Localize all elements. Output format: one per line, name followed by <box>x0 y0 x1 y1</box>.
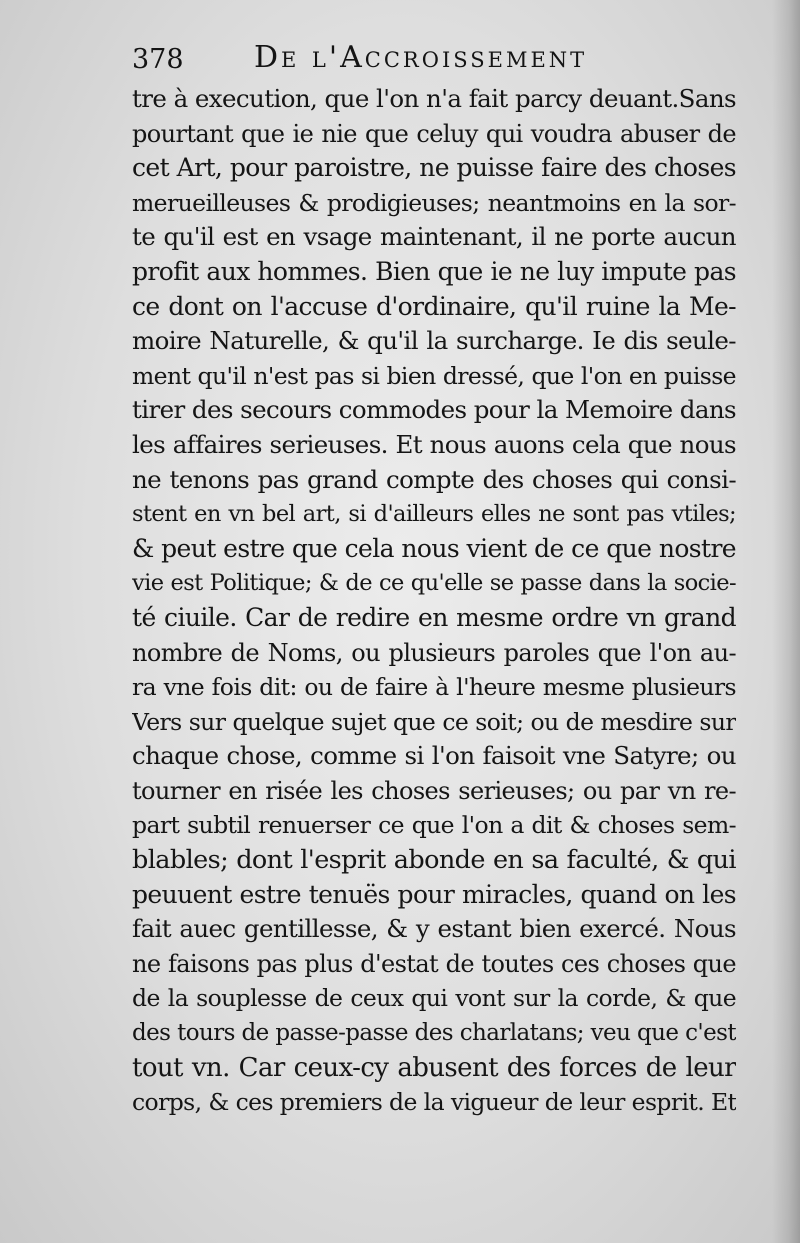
text-line: les affaires serieuses. Et nous auons cela que nous <box>132 429 736 459</box>
text-line: merueilleuses & prodigieuses; neantmoins en la sor- <box>132 188 736 217</box>
text-line: té ciuile. Car de redire en mesme ordre vn grand <box>132 602 736 632</box>
text-line: profit aux hommes. Bien que ie ne luy impute pas <box>132 256 736 286</box>
body-text <box>132 82 736 1120</box>
text-line: de la souplesse de ceux qui vont sur la corde, & que <box>132 984 736 1013</box>
page-header <box>132 40 732 84</box>
text-line: part subtil renuerser ce que l'on a dit & choses sem- <box>132 811 736 840</box>
text-line: Vers sur quelque sujet que ce soit; ou de mesdire sur <box>132 707 736 736</box>
text-line: fait auec gentillesse, & y estant bien exercé. Nous <box>132 914 736 944</box>
text-line: & peut estre que cela nous vient de ce que nostre <box>132 533 736 563</box>
text-line: nombre de Noms, ou plusieurs paroles que l'on au- <box>132 638 736 667</box>
text-line: pourtant que ie nie que celuy qui voudra abuser de <box>132 119 736 148</box>
text-line: te qu'il est en vsage maintenant, il ne porte aucun <box>132 222 736 252</box>
text-line: stent en vn bel art, si d'ailleurs elles ne sont pas vtiles; <box>132 501 736 528</box>
text-line: ne faisons pas plus d'estat de toutes ces choses que <box>132 949 736 978</box>
text-line: ment qu'il n'est pas si bien dressé, que l'on en puisse <box>132 361 736 390</box>
page-edge-shadow <box>772 0 800 1243</box>
text-line: ne tenons pas grand compte des choses qui consi- <box>132 464 736 494</box>
text-line: des tours de passe-passe des charlatans; veu que c'est <box>132 1020 736 1047</box>
page-number: 378 <box>132 44 184 75</box>
text-line: tourner en risée les choses serieuses; ou par vn re- <box>132 776 736 805</box>
text-line: peuuent estre tenuës pour miracles, quand on les <box>132 879 736 909</box>
text-line: cet Art, pour paroistre, ne puisse faire des choses <box>132 153 736 183</box>
text-line: ce dont on l'accuse d'ordinaire, qu'il ruine la Me- <box>132 291 736 321</box>
text-line: corps, & ces premiers de la vigueur de leur esprit. Et <box>132 1088 736 1117</box>
text-line: ra vne fois dit: ou de faire à l'heure mesme plusieurs <box>132 673 736 702</box>
text-line: vie est Politique; & de ce qu'elle se passe dans la socie- <box>132 570 736 597</box>
text-line: tre à execution, que l'on n'a fait parcy deuant.Sans <box>132 84 736 113</box>
text-line: tirer des secours commodes pour la Memoire dans <box>132 395 736 425</box>
text-line: tout vn. Car ceux-cy abusent des forces de leur <box>132 1052 736 1083</box>
running-title: De l'Accroissement <box>254 40 588 75</box>
text-line: chaque chose, comme si l'on faisoit vne Satyre; ou <box>132 741 736 771</box>
text-line: blables; dont l'esprit abonde en sa faculté, & qui <box>132 845 736 876</box>
text-line: moire Naturelle, & qu'il la surcharge. Ie dis seule- <box>132 326 736 356</box>
